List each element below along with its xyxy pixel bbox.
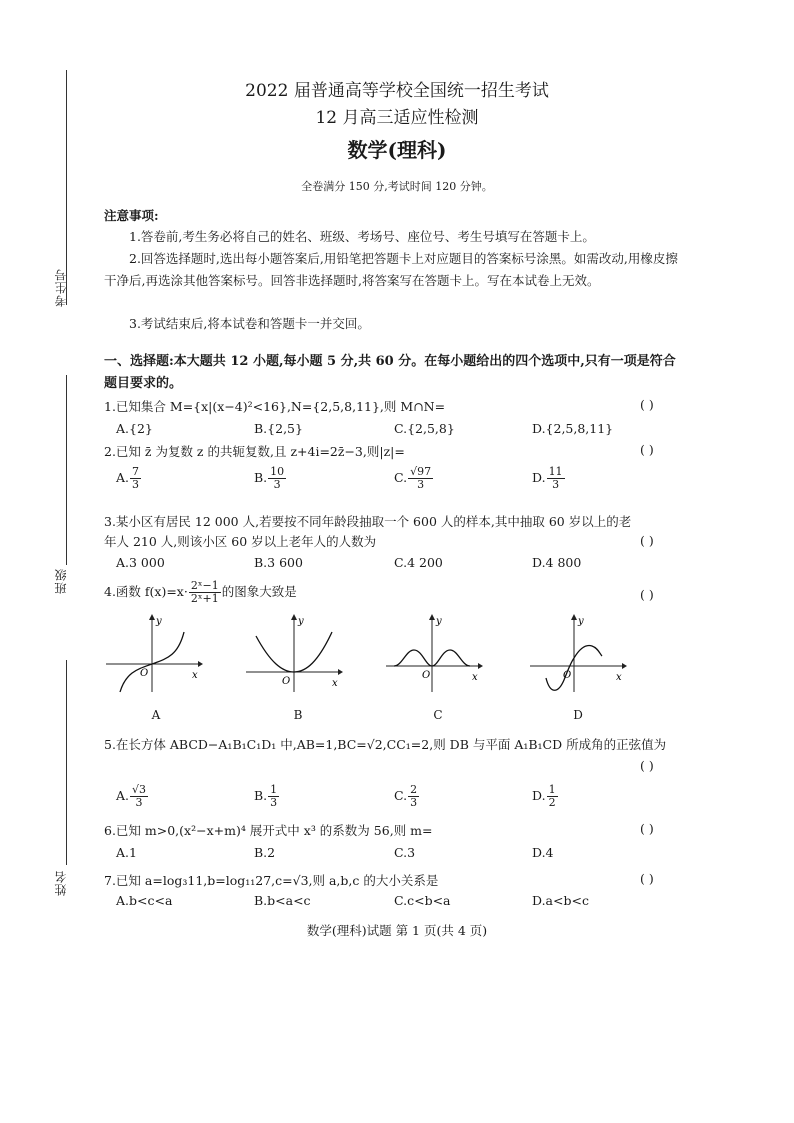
question-1-option-a: A.{2} bbox=[116, 421, 153, 436]
numerator: 7 bbox=[132, 465, 140, 478]
x-axis-label: x bbox=[192, 670, 198, 681]
question-7-stem: 7.已知 a=log₃11,b=log₁₁27,c=√3,则 a,b,c 的大小关系是 bbox=[104, 873, 439, 888]
question-1-option-c: C.{2,5,8} bbox=[394, 421, 455, 436]
graph-b bbox=[244, 614, 344, 694]
question-2-option-d bbox=[532, 466, 566, 491]
numerator: 1 bbox=[270, 783, 278, 796]
denominator: 3 bbox=[417, 478, 425, 491]
y-axis-label: y bbox=[578, 616, 584, 627]
question-3-stem: 3.某小区有居民 12 000 人,若要按不同年龄段抽取一个 600 人的样本,其中抽取 60 岁以上的老年人 210 人,则该小区 60 岁以上老年人的人数为 bbox=[104, 514, 632, 549]
denominator: 3 bbox=[273, 478, 281, 491]
question-7-option-c: C.c<b<a bbox=[394, 893, 451, 908]
numerator: 10 bbox=[270, 465, 285, 478]
option-prefix: A. bbox=[116, 788, 130, 803]
question-3-answer-paren: ( ) bbox=[640, 533, 654, 548]
question-5-stem: 5.在长方体 ABCD−A₁B₁C₁D₁ 中,AB=1,BC=√2,CC₁=2,则 DB 与平面 A₁B₁CD 所成角的正弦值为 bbox=[104, 737, 667, 752]
fraction bbox=[547, 466, 565, 491]
x-axis-label: x bbox=[472, 672, 478, 683]
notice-item-2: 2.回答选择题时,选出每小题答案后,用铅笔把答题卡上对应题目的答案标号涂黑。如需改动,用橡皮擦干净后,再选涂其他答案标号。回答非选择题时,将答案写在答题卡上。写在本试卷上无效。 bbox=[104, 251, 678, 288]
question-7-answer-paren: ( ) bbox=[640, 871, 654, 886]
question-5-option-c bbox=[394, 784, 420, 809]
name-label: 姓名 bbox=[54, 870, 68, 896]
question-6-option-a: A.1 bbox=[116, 845, 137, 860]
y-axis-label: y bbox=[156, 616, 162, 627]
question-5-option-b bbox=[254, 784, 280, 809]
binding-line-bottom bbox=[66, 660, 67, 865]
numerator: √3 bbox=[132, 783, 147, 796]
option-prefix: B. bbox=[254, 470, 268, 485]
question-6-answer-paren: ( ) bbox=[640, 821, 654, 836]
graph-c bbox=[384, 614, 484, 694]
fraction bbox=[268, 466, 286, 491]
origin-label: O bbox=[422, 670, 431, 681]
question-6-option-c: C.3 bbox=[394, 845, 416, 860]
exam-subtitle: 12 月高三适应性检测 bbox=[315, 108, 479, 128]
question-1-option-b: B.{2,5} bbox=[254, 421, 303, 436]
fraction bbox=[408, 784, 419, 809]
y-axis-label: y bbox=[298, 616, 304, 627]
option-prefix: D. bbox=[532, 788, 546, 803]
denominator: 3 bbox=[270, 796, 278, 809]
denominator: 3 bbox=[135, 796, 143, 809]
notice-title: 注意事项: bbox=[104, 208, 159, 223]
page-footer: 数学(理科)试题 第 1 页(共 4 页) bbox=[306, 923, 488, 938]
question-5-option-d bbox=[532, 784, 559, 809]
question-3-option-d: D.4 800 bbox=[532, 555, 582, 570]
origin-label: O bbox=[282, 676, 291, 687]
fraction bbox=[130, 466, 141, 491]
section-heading: 一、选择题:本大题共 12 小题,每小题 5 分,共 60 分。在每小题给出的四个选项中,只有一项是符合题目要求的。 bbox=[104, 354, 676, 391]
origin-label: O bbox=[140, 668, 149, 679]
question-6-option-d: D.4 bbox=[532, 845, 554, 860]
exam-title: 2022 届普通高等学校全国统一招生考试 bbox=[245, 81, 549, 101]
question-2-option-a bbox=[116, 466, 142, 491]
fraction bbox=[130, 784, 148, 809]
numerator: 11 bbox=[548, 465, 563, 478]
graph-b-label: B bbox=[293, 708, 303, 722]
stem-prefix: 4.函数 f(x)=x· bbox=[104, 584, 188, 599]
question-2-option-b bbox=[254, 466, 287, 491]
question-3-option-a: A.3 000 bbox=[116, 555, 165, 570]
graph-c-label: C bbox=[433, 708, 443, 722]
denominator: 2 bbox=[548, 796, 556, 809]
question-2-answer-paren: ( ) bbox=[640, 442, 654, 457]
denominator: 3 bbox=[410, 796, 418, 809]
fraction bbox=[408, 466, 433, 491]
option-prefix: B. bbox=[254, 788, 268, 803]
exam-meta: 全卷满分 150 分,考试时间 120 分钟。 bbox=[301, 180, 493, 193]
question-2-option-c bbox=[394, 466, 434, 491]
question-4-stem bbox=[104, 580, 684, 605]
origin-label: O bbox=[563, 670, 572, 681]
option-prefix: C. bbox=[394, 470, 408, 485]
exam-number-label: 考生号 bbox=[54, 268, 68, 307]
numerator: 2ˣ−1 bbox=[190, 579, 219, 592]
fraction bbox=[268, 784, 279, 809]
question-1-answer-paren: ( ) bbox=[640, 397, 654, 412]
question-5-answer-paren: ( ) bbox=[640, 758, 654, 773]
x-axis-label: x bbox=[332, 678, 338, 689]
subject-title: 数学(理科) bbox=[347, 138, 447, 162]
stem-suffix: 的图象大致是 bbox=[221, 584, 297, 599]
numerator: √97 bbox=[410, 465, 432, 478]
option-prefix: C. bbox=[394, 788, 408, 803]
numerator: 2 bbox=[410, 783, 418, 796]
question-6-option-b: B.2 bbox=[254, 845, 276, 860]
question-7-option-b: B.b<a<c bbox=[254, 893, 311, 908]
denominator: 2ˣ+1 bbox=[190, 592, 219, 605]
notice-item-1: 1.答卷前,考生务必将自己的姓名、班级、考场号、座位号、考生号填写在答题卡上。 bbox=[129, 229, 595, 244]
question-5-option-a bbox=[116, 784, 149, 809]
question-3-option-b: B.3 600 bbox=[254, 555, 303, 570]
question-1-option-d: D.{2,5,8,11} bbox=[532, 421, 614, 436]
numerator: 1 bbox=[548, 783, 556, 796]
option-prefix: D. bbox=[532, 470, 546, 485]
graph-a-label: A bbox=[151, 708, 161, 722]
denominator: 3 bbox=[552, 478, 560, 491]
fraction bbox=[189, 580, 221, 605]
class-label: 班级 bbox=[54, 568, 68, 594]
option-prefix: A. bbox=[116, 470, 130, 485]
binding-line-middle bbox=[66, 375, 67, 565]
fraction bbox=[547, 784, 558, 809]
question-2-stem: 2.已知 z̄ 为复数 z 的共轭复数,且 z+4i=2z̄−3,则|z|= bbox=[104, 444, 405, 459]
question-6-stem: 6.已知 m>0,(x²−x+m)⁴ 展开式中 x³ 的系数为 56,则 m= bbox=[104, 823, 433, 838]
y-axis-label: y bbox=[436, 616, 442, 627]
notice-item-3: 3.考试结束后,将本试卷和答题卡一并交回。 bbox=[129, 316, 370, 331]
x-axis-label: x bbox=[616, 672, 622, 683]
question-4-answer-paren: ( ) bbox=[640, 587, 654, 602]
graph-a bbox=[104, 614, 204, 694]
denominator: 3 bbox=[132, 478, 140, 491]
question-7-option-d: D.a<b<c bbox=[532, 893, 589, 908]
graph-d-label: D bbox=[573, 708, 583, 722]
question-1-stem: 1.已知集合 M={x|(x−4)²<16},N={2,5,8,11},则 M∩N= bbox=[104, 399, 446, 414]
graph-d bbox=[528, 614, 628, 694]
question-3-option-c: C.4 200 bbox=[394, 555, 443, 570]
question-7-option-a: A.b<c<a bbox=[116, 893, 173, 908]
